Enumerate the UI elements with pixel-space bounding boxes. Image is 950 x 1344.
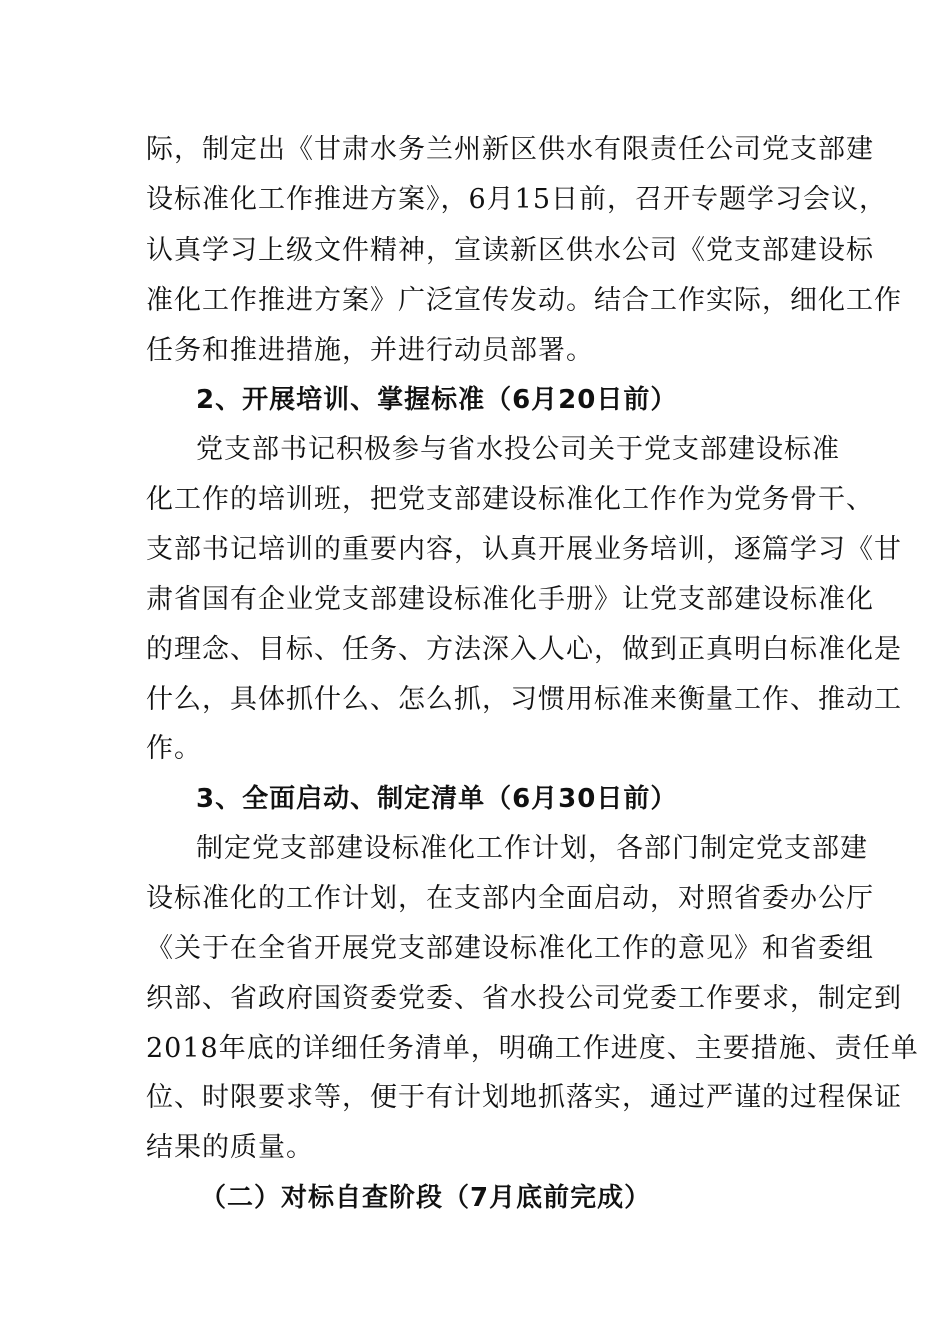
- paragraph-line: 际，制定出《甘肃水务兰州新区供水有限责任公司党支部建: [146, 134, 874, 165]
- paragraph-line: 任务和推进措施，并进行动员部署。: [146, 335, 594, 366]
- section-heading: （二）对标自查阶段（7月底前完成）: [200, 1183, 652, 1213]
- paragraph-line: 准化工作推进方案》广泛宣传发动。结合工作实际，细化工作: [146, 285, 902, 316]
- paragraph-line: 设标准化的工作计划，在支部内全面启动，对照省委办公厅: [146, 883, 874, 914]
- paragraph-line: 肃省国有企业党支部建设标准化手册》让党支部建设标准化: [146, 584, 874, 615]
- paragraph-line: 认真学习上级文件精神，宣读新区供水公司《党支部建设标: [146, 235, 874, 266]
- paragraph-line: 织部、省政府国资委党委、省水投公司党委工作要求，制定到: [146, 983, 902, 1014]
- paragraph-line: 结果的质量。: [146, 1132, 314, 1163]
- paragraph-line: 什么，具体抓什么、怎么抓，习惯用标准来衡量工作、推动工: [146, 684, 902, 715]
- section-heading: 2、开展培训、掌握标准（6月20日前）: [196, 385, 678, 415]
- paragraph-line: 制定党支部建设标准化工作计划，各部门制定党支部建: [196, 833, 868, 864]
- paragraph-line: 2018年底的详细任务清单，明确工作进度、主要措施、责任单: [146, 1033, 919, 1064]
- paragraph-line: 支部书记培训的重要内容，认真开展业务培训，逐篇学习《甘: [146, 534, 902, 565]
- paragraph-line: 的理念、目标、任务、方法深入人心，做到正真明白标准化是: [146, 634, 902, 665]
- paragraph-line: 《关于在全省开展党支部建设标准化工作的意见》和省委组: [146, 933, 874, 964]
- paragraph-line: 设标准化工作推进方案》，6月15日前，召开专题学习会议，: [146, 184, 888, 215]
- paragraph-line: 化工作的培训班，把党支部建设标准化工作作为党务骨干、: [146, 484, 874, 515]
- paragraph-line: 位、时限要求等，便于有计划地抓落实，通过严谨的过程保证: [146, 1082, 902, 1113]
- section-heading: 3、全面启动、制定清单（6月30日前）: [196, 784, 678, 814]
- paragraph-line: 作。: [146, 733, 202, 764]
- paragraph-line: 党支部书记积极参与省水投公司关于党支部建设标准: [196, 434, 840, 465]
